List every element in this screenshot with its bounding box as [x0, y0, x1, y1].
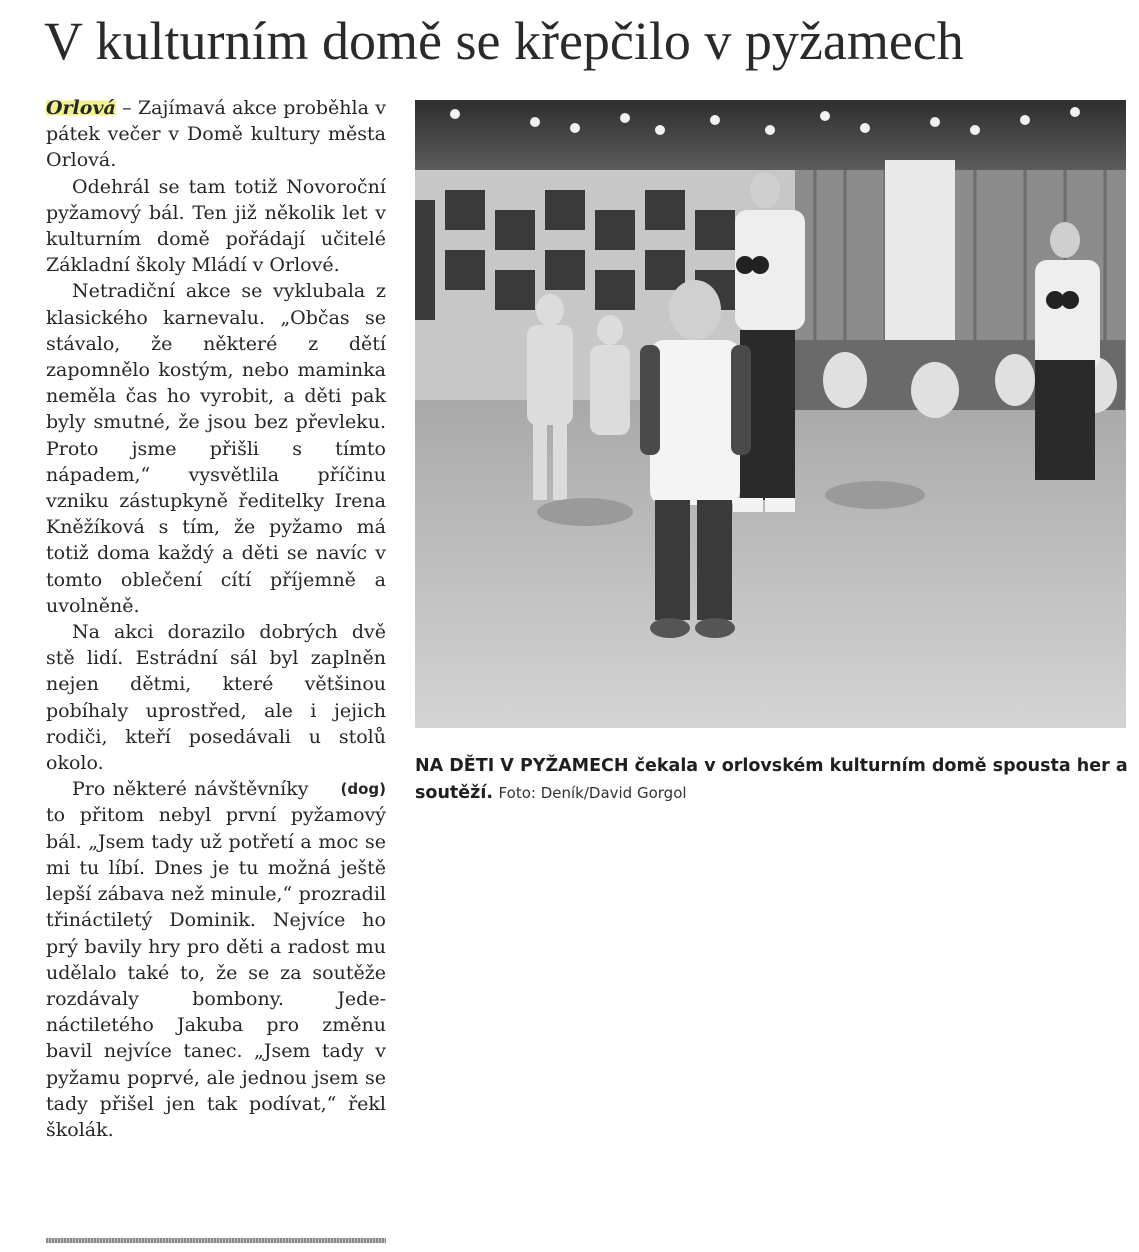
paragraph-5-text: Pro některé návštěvníky to přitom nebyl první pyžamový bál. „Jsem tady už potřetí a moc se mi tu líbí. Dnes je tu možná ještě lepší zábava než minule,“ prozradil třináctiletý Dominik. Nejvíce ho prý bavily hry pro děti a radost mu udělalo také to, že se za soutěže rozdávaly bombony. Jedenáctiletého Jakuba pro změnu bavil nejvíce tanec. „Jsem tady v pyžamu poprvé, ale jednou jsem se tady přišel jen tak podívat,“ řekl školák.	[46, 778, 386, 1141]
caption-body: čekala v orlovském kulturním domě spousta her a soutěží.	[415, 756, 1128, 803]
caption-lead: NA DĚTI V PYŽAMECH	[415, 756, 629, 776]
paragraph-5	[46, 776, 386, 1143]
dateline: Orlová	[46, 97, 116, 119]
byline: (dog)	[340, 780, 386, 799]
headline: V kulturním domě se křepčilo v pyžamech	[44, 11, 964, 71]
paragraph-1-text: Zajímavá akce proběhla v pátek večer v Domě kultury města Orlová.	[46, 97, 386, 172]
paragraph-4: Na akci dorazilo dobrých dvě stě lidí. Estrádní sál byl zaplněn nejen dětmi, které většinou pobíhaly uprostřed, ale i jejich rodiči, kteří posedávali u stolů okolo.	[46, 621, 386, 775]
paragraph-2: Odehrál se tam totiž Novoroční pyžamový bál. Ten již několik let v kulturním domě pořádají učitelé Základní školy Mládí v Orlové.	[46, 175, 386, 277]
column-bottom-rule	[46, 1238, 386, 1243]
paragraph-3: Netradiční akce se vyklubala z klasického karnevalu. „Občas se stávalo, že některé z dětí zapomnělo kostým, nebo maminka neměla čas ho vyrobit, a děti pak byly smutné, že jsou bez převleku. Proto jsme přišli s tímto nápadem,“ vysvětlila příčinu vzniku zástupkyně ředitelky Irena Kněžíková s tím, že pyžamo má totiž doma každý a děti se navíc v tomto oblečení cítí příjemně a uvolněně.	[46, 280, 386, 617]
photo-icon	[415, 100, 1126, 728]
dateline-dash: –	[115, 97, 138, 119]
article-body	[46, 95, 386, 1143]
photo-caption	[415, 753, 1130, 807]
photo-credit: Foto: Deník/David Gorgol	[498, 784, 687, 802]
article-photo	[415, 100, 1126, 728]
paragraph-1	[46, 95, 386, 174]
